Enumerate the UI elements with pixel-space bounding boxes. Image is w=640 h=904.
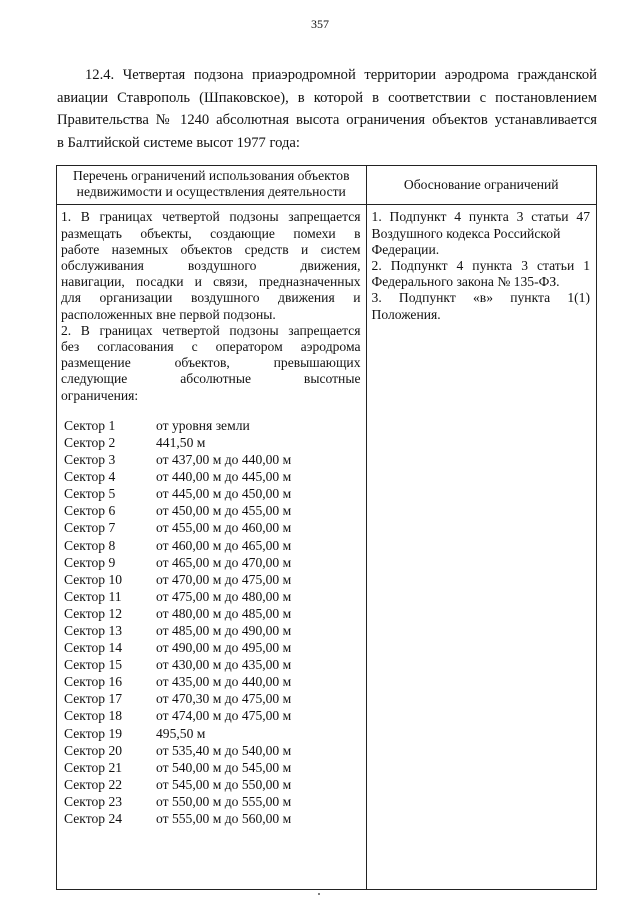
sector-row [64, 519, 361, 536]
header-left-line: Перечень ограничений использования объектов [73, 168, 350, 183]
restriction-item-2 [61, 323, 361, 404]
sector-height-limit: от 435,00 м до 440,00 м [156, 674, 292, 690]
sector-height-limit: от 445,00 м до 450,00 м [156, 486, 292, 502]
sector-height-limit: от 440,00 м до 445,00 м [156, 469, 292, 485]
table-header-row [57, 166, 597, 205]
header-justification: Обоснование ограничений [366, 166, 596, 205]
header-left-line: недвижимости и осуществления деятельности [76, 184, 346, 200]
sector-row [64, 793, 361, 810]
sector-row [64, 759, 361, 776]
sector-height-limit: от 555,00 м до 560,00 м [156, 811, 292, 826]
sector-name: Сектор 6 [64, 503, 116, 519]
sector-row [64, 485, 361, 502]
restrictions-table [56, 165, 597, 890]
sector-height-limit: от 465,00 м до 470,00 м [156, 554, 292, 570]
sector-name: Сектор 2 [64, 434, 116, 450]
sector-row [64, 554, 361, 571]
sector-name: Сектор 19 [64, 725, 123, 741]
restrictions-cell [57, 205, 367, 890]
header-restrictions-list [57, 166, 367, 205]
sector-name: Сектор 3 [64, 452, 116, 468]
sector-name: Сектор 10 [64, 571, 123, 587]
item2-line: 2. В границах четвертой подзоны запрещается [61, 322, 361, 338]
sector-name: Сектор 16 [64, 674, 123, 690]
item1-line: размещать объекты, создающие помехи в [61, 225, 361, 241]
sector-name: Сектор 24 [64, 811, 123, 826]
sector-height-limit: от 470,00 м до 475,00 м [156, 571, 292, 587]
item2-line: следующие абсолютные высотные [61, 371, 361, 387]
sector-row [64, 776, 361, 793]
sector-row [64, 622, 361, 639]
item1-line: обслуживания воздушного движения, [61, 258, 361, 274]
sector-row [64, 571, 361, 588]
sector-name: Сектор 14 [64, 640, 123, 656]
sector-height-limit: 441,50 м [156, 434, 206, 450]
sector-row [64, 417, 361, 434]
sector-name: Сектор 17 [64, 691, 123, 707]
sector-row [64, 810, 361, 827]
sector-row [64, 434, 361, 451]
item1-line: работе наземных объектов средств и систем [61, 241, 361, 257]
sector-name: Сектор 12 [64, 605, 123, 621]
sector-height-limit: от 490,00 м до 495,00 м [156, 640, 292, 656]
sector-name: Сектор 4 [64, 469, 116, 485]
heading-line: в Балтийской системе высот 1977 года: [57, 134, 300, 151]
heading-line: авиации Ставрополь (Шпаковское), в которой в соответствии с постановлением [57, 89, 597, 106]
sector-row [64, 656, 361, 673]
sector-row [64, 639, 361, 656]
sector-name: Сектор 5 [64, 486, 116, 502]
item2-line: ограничения: [61, 387, 139, 403]
sector-name: Сектор 9 [64, 554, 116, 570]
sector-name: Сектор 7 [64, 520, 116, 536]
sector-name: Сектор 11 [64, 588, 122, 604]
sector-height-limit: от 450,00 м до 455,00 м [156, 503, 292, 519]
sector-name: Сектор 13 [64, 622, 123, 638]
sector-height-limit: от 540,00 м до 545,00 м [156, 759, 292, 775]
sector-height-limit: от 470,30 м до 475,00 м [156, 691, 292, 707]
sector-row [64, 605, 361, 622]
sector-row [64, 742, 361, 759]
sector-height-limit: от уровня земли [156, 417, 250, 433]
justification-cell [366, 205, 596, 890]
sector-height-limit: от 455,00 м до 460,00 м [156, 520, 292, 536]
sector-height-limit: от 535,40 м до 540,00 м [156, 742, 292, 758]
sector-name: Сектор 22 [64, 776, 123, 792]
section-heading [57, 64, 597, 154]
item1-line: 1. В границах четвертой подзоны запрещается [61, 209, 361, 225]
sector-height-limit: от 437,00 м до 440,00 м [156, 452, 292, 468]
sector-height-limit: от 430,00 м до 435,00 м [156, 657, 292, 673]
sector-name: Сектор 23 [64, 793, 123, 809]
sector-height-limit: 495,50 м [156, 725, 206, 741]
sector-name: Сектор 20 [64, 742, 123, 758]
sector-row [64, 468, 361, 485]
sector-name: Сектор 15 [64, 657, 123, 673]
justification-line: Федерального закона № 135-ФЗ. [371, 274, 560, 290]
sector-height-limit: от 480,00 м до 485,00 м [156, 605, 292, 621]
sector-height-limit: от 460,00 м до 465,00 м [156, 537, 292, 553]
sector-name: Сектор 21 [64, 759, 123, 775]
sector-row [64, 451, 361, 468]
item2-line: без согласования с оператором аэродрома [61, 339, 361, 355]
justification-line: 1. Подпункт 4 пункта 3 статьи 47 [371, 209, 590, 225]
justification-line: Воздушного кодекса Российской [371, 225, 561, 241]
restriction-item-1 [61, 209, 361, 322]
scan-dot [318, 893, 320, 895]
sector-height-limit: от 545,00 м до 550,00 м [156, 776, 292, 792]
sector-height-limit: от 550,00 м до 555,00 м [156, 793, 292, 809]
sector-row [64, 690, 361, 707]
justification-line: Федерации. [371, 241, 440, 257]
page-number: 357 [311, 17, 329, 31]
sector-name: Сектор 8 [64, 537, 116, 553]
justification-line: 2. Подпункт 4 пункта 3 статьи 1 [371, 258, 590, 274]
sector-row [64, 588, 361, 605]
sector-height-limit: от 474,00 м до 475,00 м [156, 708, 292, 724]
heading-line: Правительства № 1240 абсолютная высота ограничения объектов устанавливается [57, 112, 597, 128]
sector-row [64, 725, 361, 742]
sector-row [64, 537, 361, 554]
sector-height-limit: от 475,00 м до 480,00 м [156, 588, 292, 604]
item1-line: для организации воздушного движения и [61, 290, 361, 306]
sector-row [64, 673, 361, 690]
justification-line: 3. Подпункт «в» пункта 1(1) [371, 290, 590, 306]
table-body-row [57, 205, 597, 890]
sector-row [64, 502, 361, 519]
heading-line: 12.4. Четвертая подзона приаэродромной территории аэродрома гражданской [85, 67, 597, 83]
justification-line: Положения. [371, 306, 441, 322]
sector-list [61, 417, 361, 827]
item1-line: навигации, посадки и связи, предназначенных [61, 274, 361, 290]
sector-name: Сектор 18 [64, 708, 123, 724]
sector-row [64, 707, 361, 724]
item1-line: расположенных вне первой подзоны. [61, 306, 276, 322]
sector-name: Сектор 1 [64, 417, 116, 433]
item2-line: размещение объектов, превышающих [61, 355, 361, 371]
sector-height-limit: от 485,00 м до 490,00 м [156, 622, 292, 638]
